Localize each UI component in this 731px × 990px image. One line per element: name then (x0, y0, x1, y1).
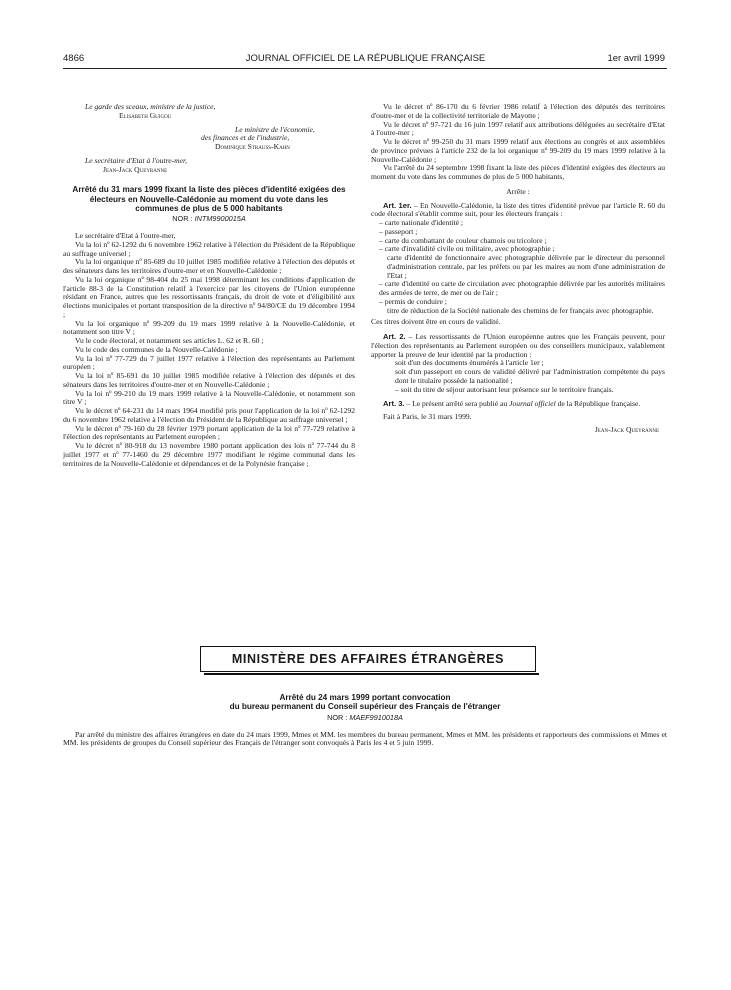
arrete-title: Arrêté du 24 mars 1999 portant convocation (279, 693, 451, 702)
paragraph: Vu le décret nº 80-918 du 13 novembre 1980 portant application des lois nº 77-744 du 8 juillet 1977 et nº 77-1460 du 29 décembre 1977 modifiant le régime communal dans les territoires de la Nouvelle-Calédonie et dépendances et de la Polynésie française ; (63, 441, 355, 468)
signatory-name: Jean-Jack Queyranne (103, 164, 168, 174)
signatory-role: des finances et de l'industrie, (201, 133, 290, 143)
paragraph: Vu l'arrêté du 24 septembre 1998 fixant la liste des pièces d'identité exigées des électeurs au moment du vote dans les communes de plus de 5 000 habitants, (371, 163, 665, 181)
paragraph: Vu la loi organique nº 98-404 du 25 mai 1998 déterminant les conditions d'application de l'article 88-3 de la Constitution relatif à l'exercice par les citoyens de l'Union européenne résidant en France, autres que les ressortissants français, du droit de vote et d'éligibilité aux élections municipales et portant transposition de la directive nº 94/80/CE du 19 décembre 1994 ; (63, 274, 355, 319)
article-label: Art. 2. (383, 332, 406, 341)
signatory-name: Jean-Jack Queyranne (594, 424, 659, 434)
list-item: carte d'identité de fonctionnaire avec photographie délivrée par le directeur du personnel d'administration centrale, par les préfets ou par les maires au nom d'une administration de l'Etat ; (387, 253, 665, 280)
paragraph: Vu le décret nº 99-250 du 31 mars 1999 relatif aux élections au congrès et aux assemblées de province prévues à l'article 232 de la loi organique nº 99-209 du 19 mars 1999 relative à la Nouvelle-Calédonie ; (371, 137, 665, 164)
list-item: – carte d'identité ou carte de circulation avec photographie délivrée par les autorités militaires des armées de terre, de mer ou de l'air ; (379, 279, 665, 297)
paragraph: Le secrétaire d'Etat à l'outre-mer, (75, 231, 176, 241)
signatory-role: Le garde des sceaux, ministre de la justice, (85, 102, 216, 111)
article-label: Art. 3. (383, 399, 405, 409)
article-3 (371, 400, 665, 409)
nor-line (63, 215, 355, 224)
paragraph: Vu la loi nº 85-691 du 10 juillet 1985 modifiée relative à l'élection des députés et des sénateurs dans les territoires d'outre-mer et en Nouvelle-Calédonie ; (63, 371, 355, 389)
nor-code: INTM9900015A (194, 214, 246, 224)
bottom-section (63, 693, 667, 748)
paragraph: Vu le décret nº 79-160 du 28 février 1979 portant application de la loi nº 77-729 relative à l'élection des représentants au Parlement européen ; (63, 423, 355, 442)
article-text: – Le présent arrêté sera publié au (404, 399, 510, 409)
article-text: – Les ressortissants de l'Union européenne autres que les Français peuvent, pour l'élection des représentants au Parlement européen ou des conseillers municipaux, valablement apporter la preuve de leur identité par la production : (371, 332, 665, 359)
list-item: – carte nationale d'identité ; (379, 218, 464, 227)
signatory-role: Le ministre de l'économie, (235, 124, 315, 134)
list-item: – carte d'invalidité civile ou militaire, avec photographie ; (379, 244, 555, 254)
paragraph: Ces titres doivent être en cours de validité. (371, 317, 501, 327)
list-item: – permis de conduire ; (379, 296, 447, 306)
list-item: – carte du combattant de couleur chamois ou tricolore ; (379, 235, 547, 245)
paragraph: Vu la loi nº 99-210 du 19 mars 1999 relative à la Nouvelle-Calédonie, et notamment son titre V ; (63, 388, 355, 407)
paragraph: Vu la loi organique nº 85-689 du 10 juillet 1985 modifiée relative à l'élection des députés et des sénateurs dans les territoires d'outre-mer et en Nouvelle-Calédonie ; (63, 257, 355, 276)
paragraph: Vu le code des communes de la Nouvelle-Calédonie ; (75, 344, 238, 354)
list-item: soit d'un passeport en cours de validité délivré par l'administration compétente du pays dont le titulaire possède la nationalité ; (395, 367, 665, 385)
right-column (371, 103, 665, 435)
nor-line (63, 714, 667, 723)
paragraph: Vu la loi nº 62-1292 du 6 novembre 1962 relative à l'élection du Président de la République au suffrage universel ; (63, 239, 355, 258)
article-2 (371, 333, 665, 359)
done-at: Fait à Paris, le 31 mars 1999. (383, 412, 472, 421)
list-item: – passeport ; (379, 226, 418, 236)
list-item: – soit du titre de séjour autorisant leur présence sur le territoire français. (395, 384, 614, 394)
nor-label: NOR : (327, 712, 348, 722)
arrete-title: Arrêté du 31 mars 1999 fixant la liste des pièces d'identité exigées des électeurs en Nouvelle-Calédonie au moment du vote dans les communes de plus de 5 000 habitants (72, 185, 346, 214)
paragraph: Vu la loi organique nº 99-209 du 19 mars 1999 relative à la Nouvelle-Calédonie, et notamment son titre V ; (63, 318, 355, 337)
paragraph: Par arrêté du ministre des affaires étrangères en date du 24 mars 1999, Mmes et MM. les membres du bureau permanent, Mmes et MM. les présidents et rapporteurs des commissions et Mmes et MM. les présidents de groupes du Conseil supérieur des Français de l'étranger sont convoqués à Paris les 4 et 5 juin 1999. (63, 729, 667, 748)
paragraph: Vu le décret nº 97-721 du 16 juin 1997 relatif aux attributions déléguées au secrétaire d'Etat à l'outre-mer ; (371, 119, 665, 138)
signatory-role: Le secrétaire d'Etat à l'outre-mer, (85, 155, 188, 165)
article-label: Art. 1er. (383, 200, 412, 210)
arrete-title: du bureau permanent du Conseil supérieur des Français de l'étranger (229, 702, 501, 712)
list-item: titre de réduction de la Société nationale des chemins de fer français avec photographie. (387, 305, 654, 315)
paragraph: Vu le décret nº 64-231 du 14 mars 1964 modifié pris pour l'application de la loi nº 62-1292 du 6 novembre 1962 relative à l'élection du Président de la République au suffrage universel ; (63, 406, 355, 424)
signatory-name: Elisabeth Guigou (119, 110, 172, 120)
paragraph: Vu le décret nº 86-170 du 6 février 1986 relatif à l'élection des députés des territoires d'outre-mer et de la collectivité territoriale de Mayotte ; (371, 102, 665, 120)
article-1 (371, 202, 665, 220)
nor-label: NOR : (172, 214, 193, 224)
arrete-heading: Arrête : (506, 186, 530, 196)
article-text: – En Nouvelle-Calédonie, la liste des titres d'identité prévue par l'article R. 60 du code électoral s'établit comme suit, pour les électeurs français : (371, 200, 665, 219)
journal-ref: Journal officiel (509, 399, 556, 409)
paragraph: Vu le code électoral, et notamment ses articles L. 62 et R. 60 ; (75, 336, 264, 346)
header-rule (63, 68, 667, 69)
list-item: soit d'un des documents énumérés à l'article 1er ; (395, 358, 544, 368)
signatory-name: Dominique Strauss-Kahn (215, 142, 290, 151)
nor-code: MAEF9910018A (349, 712, 403, 722)
left-column (63, 103, 355, 468)
page-number: 4866 (63, 53, 85, 64)
issue-date: 1er avril 1999 (607, 53, 665, 64)
journal-title: JOURNAL OFFICIEL DE LA RÉPUBLIQUE FRANÇAISE (245, 53, 486, 64)
ministry-heading: MINISTÈRE DES AFFAIRES ÉTRANGÈRES (200, 646, 536, 672)
paragraph: Vu la loi nº 77-729 du 7 juillet 1977 relative à l'élection des représentants au Parlement européen ; (63, 353, 355, 372)
article-text: de la République française. (555, 399, 641, 409)
